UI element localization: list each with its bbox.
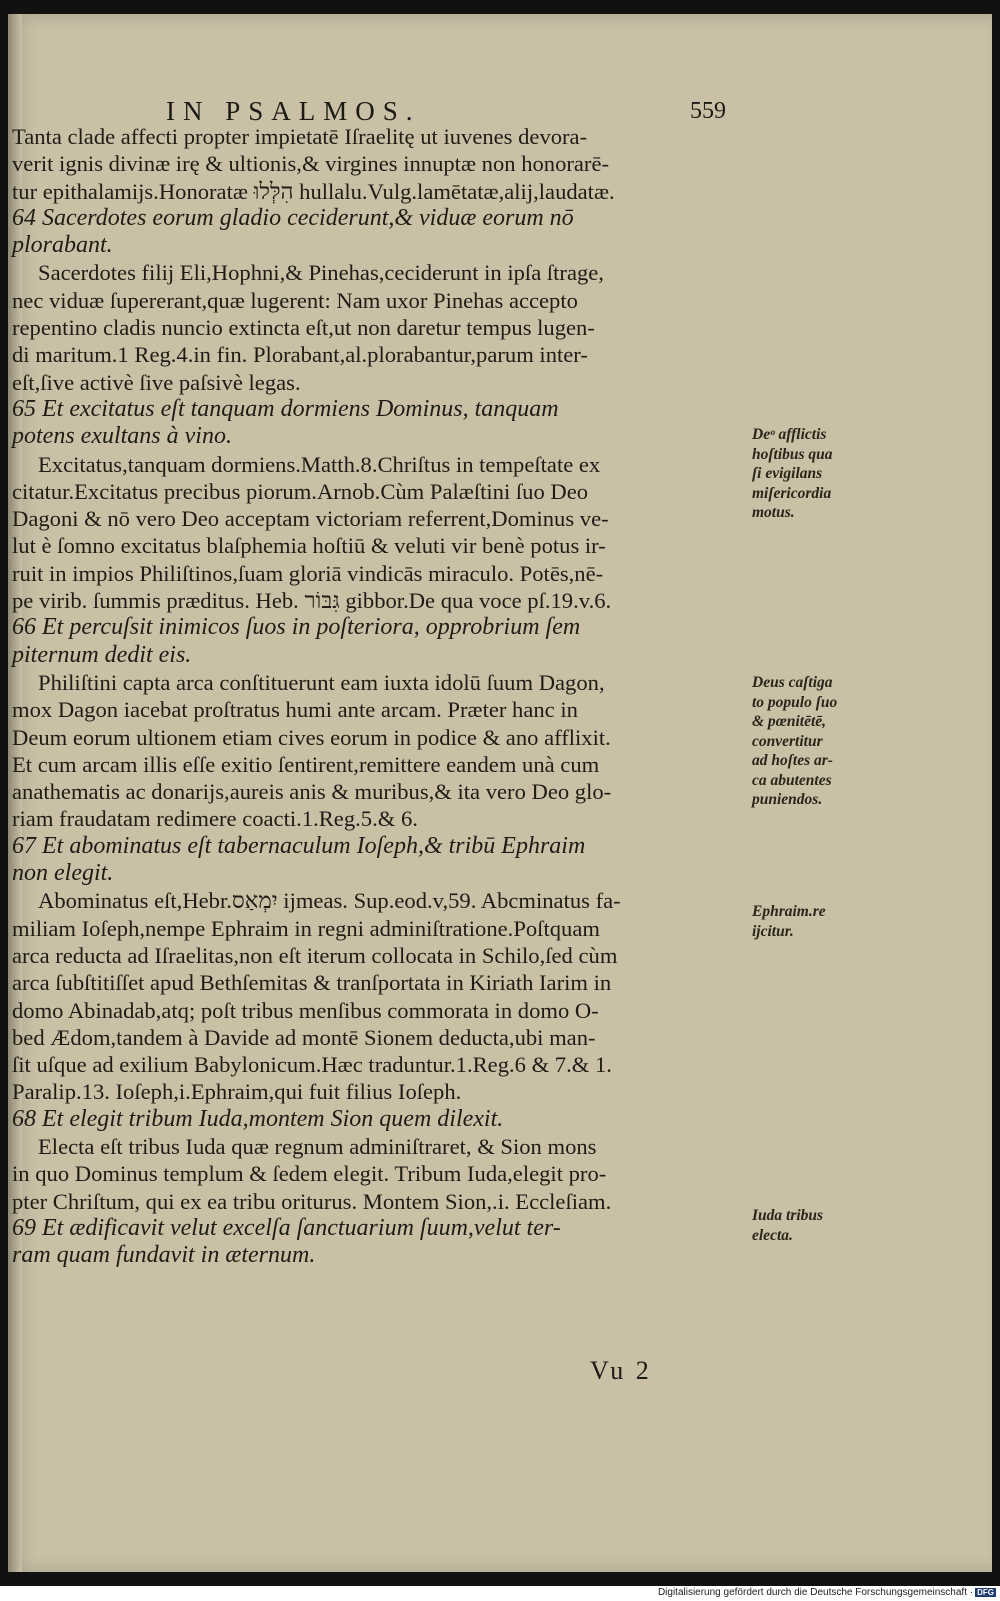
verse-line: potens exultans à vino. bbox=[12, 423, 232, 450]
commentary-line: domo Abinadab,atq; poſt tribus menſibus commorata in domo O- bbox=[12, 997, 599, 1023]
margin-note-line: ijcitur. bbox=[752, 922, 794, 940]
verse-line: non elegit. bbox=[12, 860, 114, 887]
margin-note-line: hoſtibus qua bbox=[752, 445, 833, 463]
signature-mark: Vu 2 bbox=[590, 1356, 652, 1385]
margin-note-line: Iuda tribus bbox=[752, 1207, 824, 1224]
commentary-line: Et cum arcam illis eſſe exitio ſentirent,remittere eandem unà cum bbox=[12, 751, 600, 777]
commentary-line: Deum eorum ultionem etiam cives eorum in podice & ano afflixit. bbox=[12, 724, 611, 750]
commentary-line: Excitatus,tanquam dormiens.Matth.8.Chriſtus in tempeſtate ex bbox=[38, 451, 601, 477]
commentary-line: ruit in impios Philiſtinos,ſuam gloriā vindicās miraculo. Potēs,nē- bbox=[12, 560, 604, 586]
credit-text: Digitalisierung gefördert durch die Deutsche Forschungsgemeinschaft · bbox=[657, 1587, 974, 1598]
dfg-logo: DFG bbox=[977, 1588, 994, 1597]
margin-note-line: Deus caſtiga bbox=[752, 674, 833, 691]
verse-line: 69 Et ædificavit velut excelſa ſanctuarium ſuum,velut ter- bbox=[12, 1214, 561, 1241]
commentary-line: ſit uſque ad exilium Babylonicum.Hæc traduntur.1.Reg.6 & 7.& 1. bbox=[12, 1052, 612, 1078]
commentary-line: repentino cladis nuncio extincta eſt,ut non daretur tempus lugen- bbox=[12, 315, 595, 341]
commentary-line: mox Dagon iacebat proſtratus humi ante arcam. Præter hanc in bbox=[12, 697, 578, 723]
commentary-line: miliam Ioſeph,nempe Ephraim in regni adminiſtratione.Poſtquam bbox=[12, 915, 600, 941]
verse-line: 66 Et percuſsit inimicos ſuos in poſteriora, opprobrium ſem bbox=[12, 614, 581, 641]
margin-note-3 bbox=[752, 902, 872, 941]
margin-note-line: convertitur bbox=[752, 732, 823, 750]
margin-note-line: puniendos. bbox=[752, 791, 823, 808]
commentary-line: Sacerdotes filij Eli,Hophni,& Pinehas,ceciderunt in ipſa ſtrage, bbox=[38, 260, 604, 286]
margin-note-4 bbox=[752, 1206, 872, 1245]
verse-line: 65 Et excitatus eſt tanquam dormiens Dominus, tanquam bbox=[12, 395, 559, 422]
verse-line: 67 Et abominatus eſt tabernaculum Ioſeph,& tribū Ephraim bbox=[12, 832, 586, 859]
commentary-line: arca ſubſtitiſſet apud Bethſemitas & tranſportata in Kiriath Iarim in bbox=[12, 970, 612, 996]
margin-note-line: Ephraim.re bbox=[752, 903, 826, 920]
commentary-line: lut è ſomno excitatus blaſphemia hoſtiū & veluti vir benè potus ir- bbox=[12, 533, 606, 559]
commentary-line: citatur.Excitatus precibus piorum.Arnob.Cùm Palæſtini ſuo Deo bbox=[12, 478, 589, 504]
margin-note-line: ad hoſtes ar- bbox=[752, 752, 833, 769]
commentary-line: in quo Dominus templum & ſedem elegit. Tribum Iuda,elegit pro- bbox=[12, 1161, 607, 1187]
commentary-line: pe virib. ſummis præditus. Heb. גִּבּוֹר gibbor.De qua voce pſ.19.v.6. bbox=[12, 588, 612, 614]
margin-note-line: motus. bbox=[752, 504, 795, 521]
verse-line: plorabant. bbox=[12, 232, 113, 259]
commentary-line: di maritum.1 Reg.4.in fin. Plorabant,al.plorabantur,parum inter- bbox=[12, 342, 588, 368]
commentary-line: tur epithalamijs.Honoratæ הִלְּלוּ hullalu.Vulg.lamētatæ,alij,laudatæ. bbox=[12, 178, 615, 204]
commentary-line: anathematis ac donarijs,aureis anis & muribus,& ita vero Deo glo- bbox=[12, 779, 612, 805]
commentary-line: bed Ædom,tandem à Davide ad montē Sionem deducta,ubi man- bbox=[12, 1024, 596, 1050]
margin-note-1 bbox=[752, 425, 872, 523]
commentary-line: arca reducta ad Iſraelitas,non eſt iterum collocata in Schilo,ſed cùm bbox=[12, 942, 618, 968]
page-number: 559 bbox=[690, 98, 726, 124]
margin-note-line: electa. bbox=[752, 1226, 793, 1244]
verse-line: 68 Et elegit tribum Iuda,montem Sion quem dilexit. bbox=[12, 1105, 504, 1132]
commentary-line: Abominatus eſt,Hebr.יִמְאַס ijmeas. Sup.eod.v,59. Abcminatus fa- bbox=[38, 888, 621, 914]
commentary-line: nec viduæ ſupererant,quæ lugerent: Nam uxor Pinehas accepto bbox=[12, 287, 578, 313]
margin-note-line: Deᵒ afflictis bbox=[752, 426, 827, 443]
commentary-line: Electa eſt tribus Iuda quæ regnum adminiſtraret, & Sion mons bbox=[38, 1133, 597, 1159]
running-head: IN PSALMOS. bbox=[166, 96, 421, 126]
verse-line: piternum dedit eis. bbox=[12, 641, 192, 668]
commentary-line: Tanta clade affecti propter impietatē Iſraelitę ut iuvenes devora- bbox=[12, 124, 588, 149]
margin-note-2 bbox=[752, 673, 872, 810]
commentary-line: riam fraudatam redimere coacti.1.Reg.5.& 6. bbox=[12, 806, 418, 832]
margin-note-line: to populo ſuo bbox=[752, 693, 838, 711]
commentary-line: verit ignis divinæ irę & ultionis,& virgines innuptæ non honorarē- bbox=[12, 151, 610, 177]
margin-note-line: miſericordia bbox=[752, 484, 832, 502]
commentary-line: Paralip.13. Ioſeph,i.Ephraim,qui fuit filius Ioſeph. bbox=[12, 1079, 462, 1105]
commentary-line: Dagoni & nō vero Deo acceptam victoriam referrent,Dominus ve- bbox=[12, 506, 609, 532]
main-text-column bbox=[12, 123, 735, 1269]
verse-line: 64 Sacerdotes eorum gladio ceciderunt,& viduæ eorum nō bbox=[12, 204, 574, 231]
margin-note-line: ca abutentes bbox=[752, 771, 832, 789]
commentary-line: pter Chriſtum, qui ex ea tribu oriturus. Montem Sion,.i. Eccleſiam. bbox=[12, 1188, 612, 1214]
margin-note-line: & pœnitētē, bbox=[752, 713, 827, 730]
margin-note-line: ſi evigilans bbox=[752, 465, 823, 482]
digitization-credit bbox=[658, 1587, 996, 1598]
commentary-line: Philiſtini capta arca conſtituerunt eam iuxta idolū ſuum Dagon, bbox=[38, 669, 605, 695]
verse-line: ram quam fundavit in æternum. bbox=[12, 1242, 316, 1269]
commentary-line: eſt,ſive activè ſive paſsivè legas. bbox=[12, 369, 301, 395]
